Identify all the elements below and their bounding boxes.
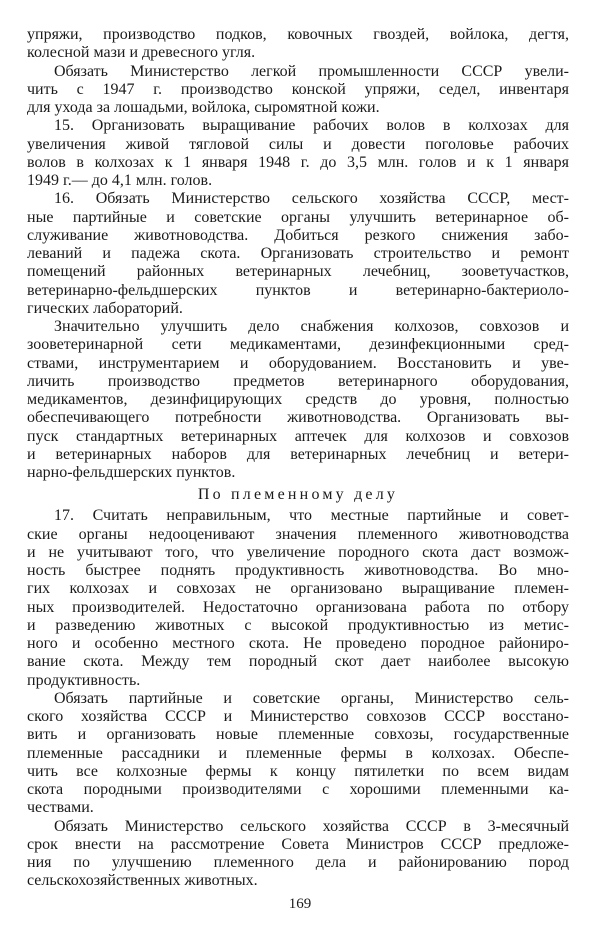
text-line: пуск стандартных ветеринарных аптечек для колхозов и совхозов xyxy=(27,427,569,445)
text-line: помещений районных ветеринарных лечебниц, зооветучастков, xyxy=(27,263,569,281)
paragraph xyxy=(27,507,569,690)
text-line: 16. Обязать Министерство сельского хозяйства СССР, мест- xyxy=(54,190,569,208)
text-line: личить производство предметов ветеринарного оборудования, xyxy=(27,372,569,390)
text-line: и ветеринарных наборов для ветеринарных лечебниц и ветери- xyxy=(27,445,569,463)
text-line: леваний и падежа скота. Организовать строительство и ремонт xyxy=(27,245,569,262)
text-line: Обязать Министерство легкой промышленности СССР увели- xyxy=(54,62,569,80)
text-line: чествами. xyxy=(27,799,94,817)
text-line: для ухода за лошадьми, войлока, сыромятной кожи. xyxy=(27,99,380,116)
text-line: и разведению животных с высокой продуктивностью из метис- xyxy=(27,616,569,634)
paragraph xyxy=(27,63,569,118)
text-line: служивание животноводства. Добиться резкого снижения забо- xyxy=(27,226,569,244)
text-line: чить с 1947 г. производство конской упряжи, седел, инвентаря xyxy=(27,80,569,98)
text-line: гических лабораторий. xyxy=(27,299,183,317)
text-line: Обязать партийные и советские органы, Министерство сель- xyxy=(54,689,569,707)
text-line: увеличения живой тягловой силы и довести поголовье рабочих xyxy=(27,135,569,153)
text-line: ствами, инструментарием и оборудованием. Восстановить и уве- xyxy=(27,354,569,372)
text-line: ных производителей. Недостаточно организована работа по отбору xyxy=(27,598,569,616)
text-line: ские органы недооценивают значения племенного животноводства xyxy=(27,525,569,543)
text-line: чить все колхозные фермы к концу пятилетки по всем видам xyxy=(27,762,569,780)
text-line: сельскохозяйственных животных. xyxy=(27,872,258,890)
text-line: нарно-фельдшерских пунктов. xyxy=(27,464,236,481)
text-line: ность быстрее поднять продуктивность животноводства. Во мно- xyxy=(27,562,569,579)
text-line: 15. Организовать выращивание рабочих волов в колхозах для xyxy=(54,117,569,135)
text-line: племенные рассадники и племенные фермы в колхозах. Обеспе- xyxy=(27,744,569,762)
text-line: медикаментов, дезинфицирующих средств до уровня, полностью xyxy=(27,391,569,408)
text-line: зооветеринарной сети медикаментами, дезинфекционными сред- xyxy=(27,336,569,354)
text-line: обеспечивающего потребности животноводства. Организовать вы- xyxy=(27,409,569,427)
text-line: вание скота. Между тем породный скот дает наиболее высокую xyxy=(27,653,569,671)
text-line: ния по улучшению племенного дела и районированию пород xyxy=(27,854,569,871)
paragraph xyxy=(27,26,569,63)
paragraph xyxy=(27,318,569,482)
text-line: срок внести на рассмотрение Совета Министров СССР предложе- xyxy=(27,835,569,853)
text-line: гих колхозах и совхозах не организовано выращивание племен- xyxy=(27,580,569,598)
text-line: вить и организовать новые племенные совхозы, государственные xyxy=(27,726,569,744)
text-line: скота породными производителями с хорошими племенными ка- xyxy=(27,781,569,798)
text-line: и не учитывают того, что увеличение породного скота даст возмож- xyxy=(27,543,569,561)
text-line: ные партийные и советские органы улучшить ветеринарное об- xyxy=(27,208,569,226)
text-line: Значительно улучшить дело снабжения колхозов, совхозов и xyxy=(54,318,569,335)
paragraph xyxy=(27,690,569,818)
paragraph xyxy=(27,818,569,891)
page-number: 169 xyxy=(288,896,312,912)
text-line: волов в колхозах к 1 января 1948 г. до 3,5 млн. голов и к 1 января xyxy=(27,153,569,171)
text-line: ветеринарно-фельдшерских пунктов и ветеринарно-бактериоло- xyxy=(27,281,569,299)
text-line: 17. Считать неправильным, что местные партийные и совет- xyxy=(54,507,569,525)
text-line: 1949 г.— до 4,1 млн. голов. xyxy=(27,172,213,189)
paragraph xyxy=(27,190,569,318)
text-line: ного и особенно местного скота. Не проведено породное райониро- xyxy=(27,635,569,652)
text-line: ского хозяйства СССР и Министерство совхозов СССР восстано- xyxy=(27,708,569,725)
text-line: продуктивность. xyxy=(27,671,141,689)
paragraph xyxy=(27,117,569,190)
page-body xyxy=(27,26,569,891)
text-line: колесной мази и древесного угля. xyxy=(27,44,256,62)
text-line: упряжи, производство подков, ковочных гвоздей, войлока, дегтя, xyxy=(27,26,569,43)
text-line: Обязать Министерство сельского хозяйства СССР в 3-месячный xyxy=(54,817,569,835)
section-heading: По племенному делу xyxy=(197,486,399,504)
